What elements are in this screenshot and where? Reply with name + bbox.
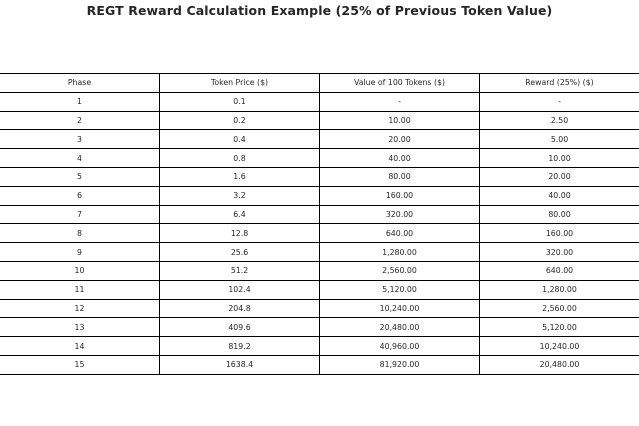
cell-value-100-tokens: 10.00 — [320, 111, 480, 130]
cell-value-100-tokens: 10,240.00 — [320, 299, 480, 318]
table-row — [0, 186, 639, 205]
header-row — [0, 74, 639, 93]
cell-phase: 5 — [0, 167, 160, 186]
cell-token-price: 0.4 — [160, 130, 320, 149]
cell-value-100-tokens: 80.00 — [320, 167, 480, 186]
cell-token-price: 1638.4 — [160, 355, 320, 374]
cell-phase: 10 — [0, 261, 160, 280]
cell-token-price: 204.8 — [160, 299, 320, 318]
header-reward: Reward (25%) ($) — [480, 74, 639, 93]
cell-token-price: 0.8 — [160, 149, 320, 168]
cell-phase: 3 — [0, 130, 160, 149]
table-body — [0, 92, 639, 374]
cell-reward: 80.00 — [480, 205, 639, 224]
table-row — [0, 299, 639, 318]
header-value-100-tokens: Value of 100 Tokens ($) — [320, 74, 480, 93]
cell-value-100-tokens: 1,280.00 — [320, 243, 480, 262]
cell-value-100-tokens: 20,480.00 — [320, 318, 480, 337]
table-row — [0, 149, 639, 168]
cell-phase: 7 — [0, 205, 160, 224]
cell-token-price: 6.4 — [160, 205, 320, 224]
cell-token-price: 1.6 — [160, 167, 320, 186]
cell-phase: 13 — [0, 318, 160, 337]
cell-phase: 12 — [0, 299, 160, 318]
cell-reward: 20,480.00 — [480, 355, 639, 374]
table-row — [0, 355, 639, 374]
cell-token-price: 3.2 — [160, 186, 320, 205]
cell-value-100-tokens: 5,120.00 — [320, 280, 480, 299]
cell-reward: 640.00 — [480, 261, 639, 280]
table-row — [0, 337, 639, 356]
cell-token-price: 102.4 — [160, 280, 320, 299]
cell-phase: 4 — [0, 149, 160, 168]
cell-value-100-tokens: 320.00 — [320, 205, 480, 224]
table-row — [0, 280, 639, 299]
cell-phase: 11 — [0, 280, 160, 299]
cell-value-100-tokens: 40.00 — [320, 149, 480, 168]
cell-value-100-tokens: - — [320, 92, 480, 111]
cell-token-price: 25.6 — [160, 243, 320, 262]
cell-reward: 160.00 — [480, 224, 639, 243]
cell-value-100-tokens: 2,560.00 — [320, 261, 480, 280]
cell-token-price: 819.2 — [160, 337, 320, 356]
cell-reward: 20.00 — [480, 167, 639, 186]
cell-phase: 14 — [0, 337, 160, 356]
cell-value-100-tokens: 20.00 — [320, 130, 480, 149]
chart-title: REGT Reward Calculation Example (25% of Previous Token Value) — [86, 3, 553, 18]
cell-reward: 10.00 — [480, 149, 639, 168]
cell-value-100-tokens: 81,920.00 — [320, 355, 480, 374]
table-row — [0, 224, 639, 243]
cell-phase: 2 — [0, 111, 160, 130]
cell-value-100-tokens: 40,960.00 — [320, 337, 480, 356]
cell-reward: 5,120.00 — [480, 318, 639, 337]
cell-value-100-tokens: 640.00 — [320, 224, 480, 243]
reward-table — [0, 73, 639, 375]
cell-phase: 9 — [0, 243, 160, 262]
header-token-price: Token Price ($) — [160, 74, 320, 93]
table-row — [0, 92, 639, 111]
cell-token-price: 0.1 — [160, 92, 320, 111]
header-phase: Phase — [0, 74, 160, 93]
cell-reward: 5.00 — [480, 130, 639, 149]
cell-reward: - — [480, 92, 639, 111]
table-row — [0, 205, 639, 224]
cell-token-price: 51.2 — [160, 261, 320, 280]
cell-phase: 1 — [0, 92, 160, 111]
cell-reward: 40.00 — [480, 186, 639, 205]
table-row — [0, 318, 639, 337]
cell-reward: 320.00 — [480, 243, 639, 262]
table-row — [0, 130, 639, 149]
cell-phase: 8 — [0, 224, 160, 243]
table-row — [0, 167, 639, 186]
cell-reward: 10,240.00 — [480, 337, 639, 356]
cell-phase: 6 — [0, 186, 160, 205]
cell-token-price: 409.6 — [160, 318, 320, 337]
cell-reward: 2.50 — [480, 111, 639, 130]
cell-token-price: 12.8 — [160, 224, 320, 243]
table-row — [0, 243, 639, 262]
table-row — [0, 111, 639, 130]
cell-value-100-tokens: 160.00 — [320, 186, 480, 205]
cell-token-price: 0.2 — [160, 111, 320, 130]
table-row — [0, 261, 639, 280]
cell-phase: 15 — [0, 355, 160, 374]
cell-reward: 2,560.00 — [480, 299, 639, 318]
cell-reward: 1,280.00 — [480, 280, 639, 299]
